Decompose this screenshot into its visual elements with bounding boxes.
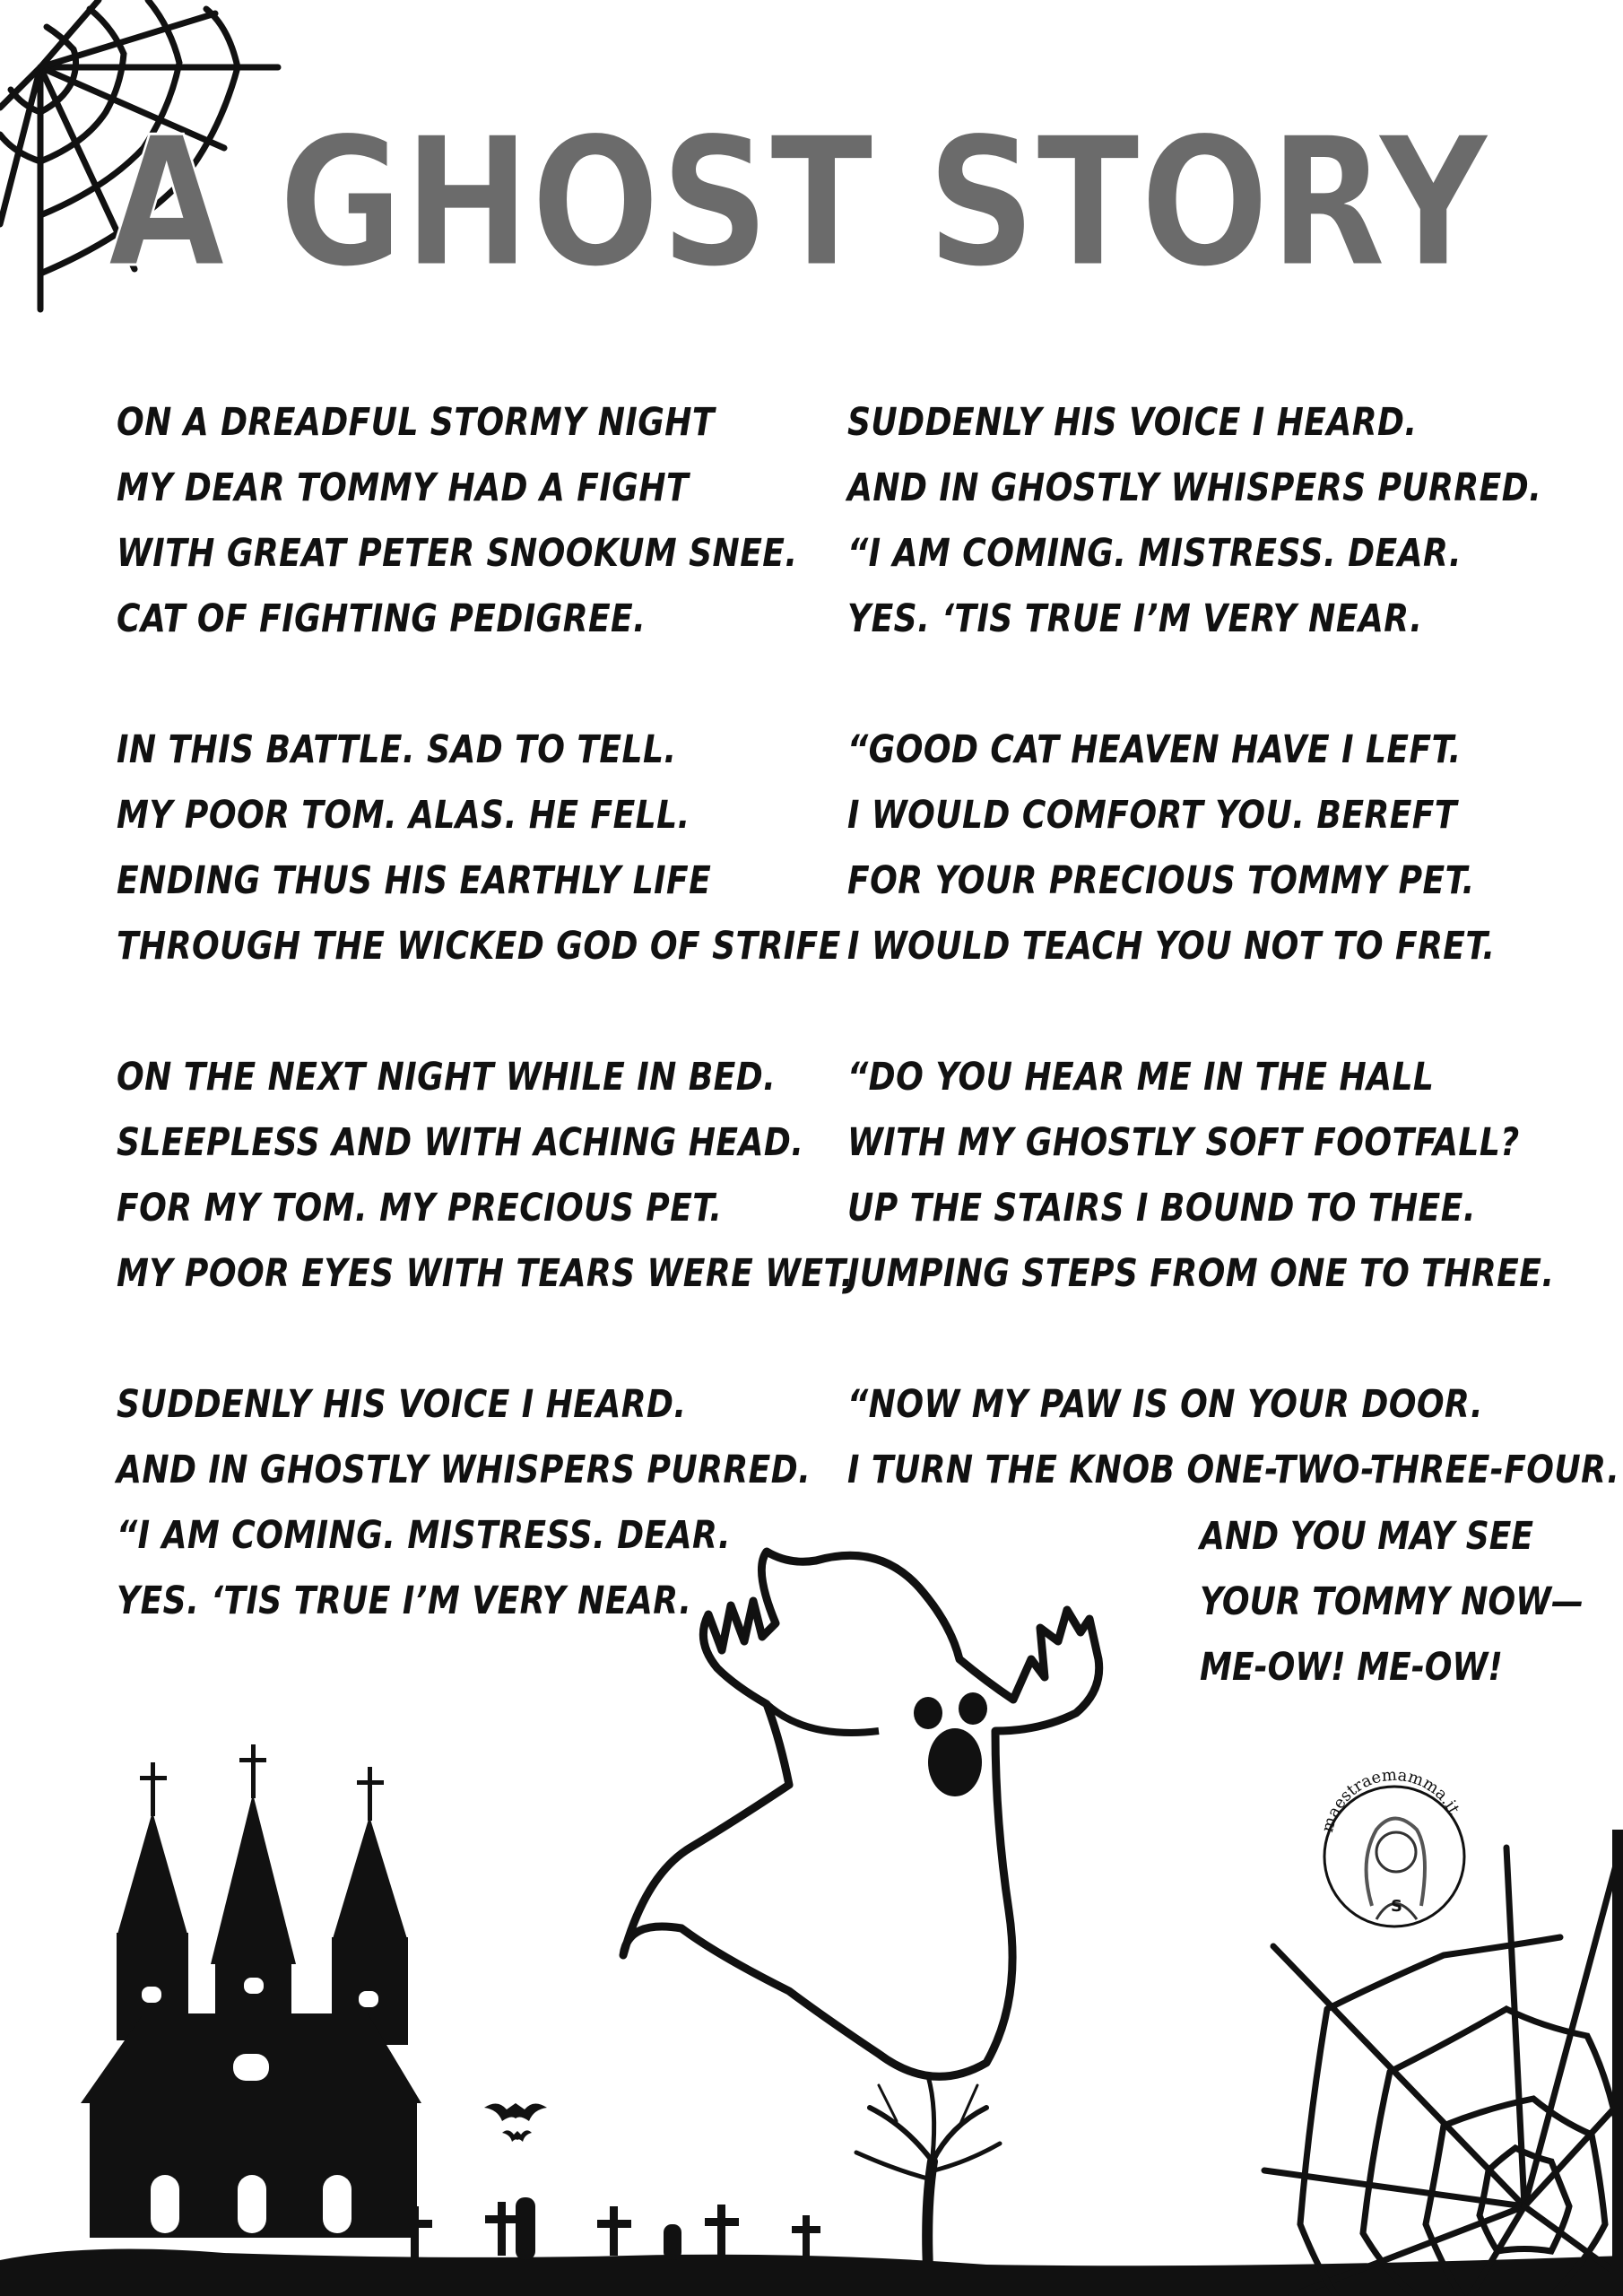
verse-line: MY POOR EYES WITH TEARS WERE WET. [117,1251,854,1296]
verse-line: AND YOU MAY SEE [1200,1514,1534,1559]
verse-line: SLEEPLESS AND WITH ACHING HEAD. [117,1120,804,1165]
verse-line: AND IN GHOSTLY WHISPERS PURRED. [847,465,1542,510]
verse-line: ENDING THUS HIS EARTHLY LIFE [117,858,712,903]
verse-line: ON THE NEXT NIGHT WHILE IN BED. [117,1055,777,1100]
stanza [847,390,1619,652]
verse-line: SUDDENLY HIS VOICE I HEARD. [847,400,1418,445]
verse-line: YOUR TOMMY NOW— [1200,1579,1584,1624]
grave-cross-icon [398,2197,820,2260]
verse-line: MY DEAR TOMMY HAD A FIGHT [117,465,690,510]
verse-line: WITH MY GHOSTLY SOFT FOOTFALL? [847,1120,1520,1165]
stanza [847,718,1619,979]
verse-line: FOR MY TOM. MY PRECIOUS PET. [117,1186,723,1231]
verse-line: AND IN GHOSTLY WHISPERS PURRED. [117,1448,812,1492]
verse-line: “NOW MY PAW IS ON YOUR DOOR. [847,1382,1484,1427]
logo-initial: S [1391,1897,1402,1916]
verse-line: WITH GREAT PETER SNOOKUM SNEE. [117,531,798,576]
verse-line: “I AM COMING. MISTRESS. DEAR. [117,1513,732,1558]
verse-line: I TURN THE KNOB ONE-TWO-THREE-FOUR. [847,1448,1620,1492]
stanza [117,390,854,652]
verse-line: I WOULD TEACH YOU NOT TO FRET. [847,924,1496,969]
poem-ending [1200,1504,1584,1700]
ghost-icon [610,1534,1148,2090]
stanza [847,1045,1619,1307]
page-title [99,99,1497,308]
verse-line: JUMPING STEPS FROM ONE TO THREE. [847,1251,1555,1296]
verse-line: “I AM COMING. MISTRESS. DEAR. [847,531,1462,576]
verse-line: UP THE STAIRS I BOUND TO THEE. [847,1186,1476,1231]
verse-line: ME-OW! ME-OW! [1200,1645,1503,1690]
verse-line: THROUGH THE WICKED GOD OF STRIFE [117,924,841,969]
verse-line: IN THIS BATTLE. SAD TO TELL. [117,727,677,772]
stanza [117,1045,854,1307]
stanza [117,718,854,979]
verse-line: YES. ‘TIS TRUE I’M VERY NEAR. [847,596,1423,641]
title-text: A GHOST STORY [108,99,1490,308]
spider-web-icon [1264,1830,1623,2296]
verse-line: “DO YOU HEAR ME IN THE HALL [847,1055,1435,1100]
verse-line: CAT OF FIGHTING PEDIGREE. [117,596,647,641]
bat-icon [480,2090,551,2152]
verse-line: I WOULD COMFORT YOU. BEREFT [847,793,1457,838]
verse-line: YES. ‘TIS TRUE I’M VERY NEAR. [117,1578,692,1623]
logo-text: maestraemamma.it [1317,1765,1463,1835]
verse-line: SUDDENLY HIS VOICE I HEARD. [117,1382,687,1427]
verse-line: ON A DREADFUL STORMY NIGHT [117,400,715,445]
verse-line: FOR YOUR PRECIOUS TOMMY PET. [847,858,1475,903]
stanza [847,1372,1619,1503]
poem-right-column [847,390,1619,1569]
verse-line: “GOOD CAT HEAVEN HAVE I LEFT. [847,727,1462,772]
poem-left-column [117,390,854,1700]
verse-line: MY POOR TOM. ALAS. HE FELL. [117,793,690,838]
haunted-castle-icon [63,1744,439,2238]
